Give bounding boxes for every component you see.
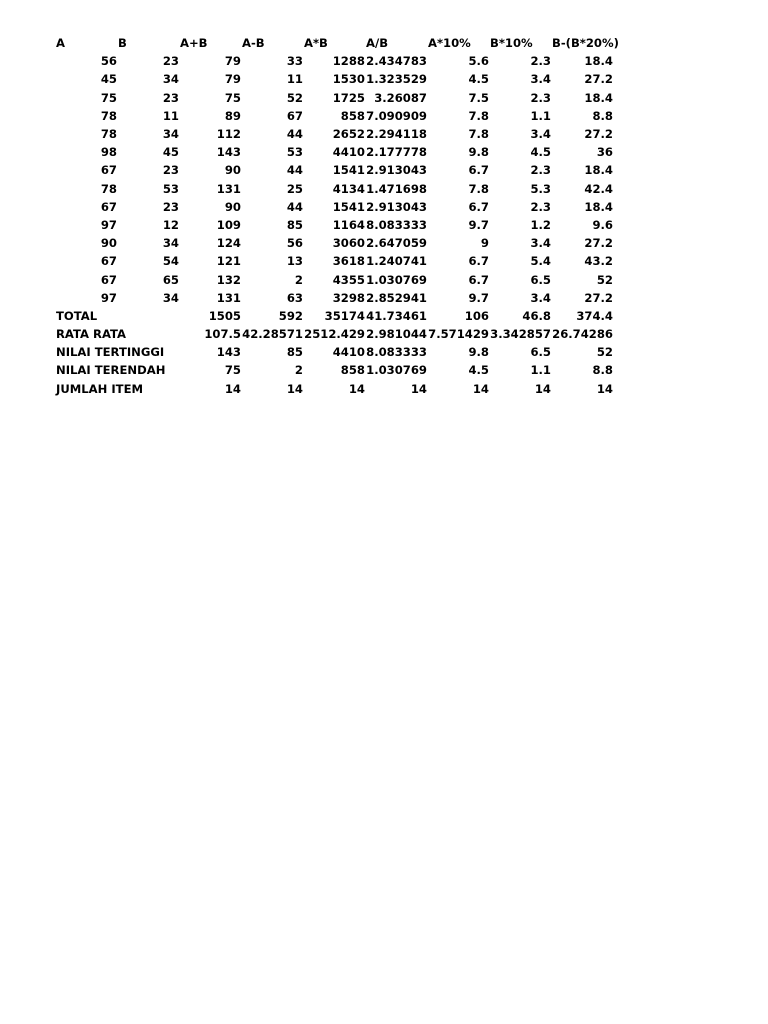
spreadsheet xyxy=(56,34,619,398)
cell: 23 xyxy=(162,163,179,178)
cell: 56 xyxy=(286,236,303,251)
summary-value: 1505 xyxy=(208,308,241,323)
cell: 132 xyxy=(216,272,241,287)
cell: 98 xyxy=(100,145,117,160)
column-header-a-minus-b: A-B xyxy=(242,36,265,51)
table-row xyxy=(56,252,614,270)
cell: 9.8 xyxy=(468,145,489,160)
table-row xyxy=(56,180,614,198)
cell: 1530 xyxy=(332,72,365,87)
cell: 1164 xyxy=(332,217,365,232)
table-row xyxy=(56,234,614,252)
summary-value: 14 xyxy=(596,381,613,396)
summary-value: 3.342857 xyxy=(490,327,551,342)
cell: 52 xyxy=(596,272,613,287)
cell: 3618 xyxy=(332,254,365,269)
cell: 121 xyxy=(216,254,241,269)
summary-value: 1.030769 xyxy=(366,363,427,378)
summary-value: 106 xyxy=(464,308,489,323)
cell: 25 xyxy=(286,181,303,196)
cell: 78 xyxy=(100,181,117,196)
cell: 2 xyxy=(294,272,303,287)
cell: 1725 xyxy=(332,90,365,105)
summary-label: JUMLAH ITEM xyxy=(56,381,144,396)
cell: 7.5 xyxy=(468,90,489,105)
summary-row xyxy=(56,361,614,379)
table-row xyxy=(56,289,614,307)
cell: 2652 xyxy=(332,127,365,142)
summary-row xyxy=(56,325,614,343)
summary-value: 143 xyxy=(216,345,241,360)
cell: 5.6 xyxy=(468,54,489,69)
cell: 109 xyxy=(216,217,241,232)
table-row xyxy=(56,143,614,161)
cell: 131 xyxy=(216,181,241,196)
cell: 79 xyxy=(224,54,241,69)
cell: 18.4 xyxy=(584,54,613,69)
cell: 27.2 xyxy=(584,127,613,142)
column-header-b-10pct: B*10% xyxy=(490,36,533,51)
summary-value: 2512.429 xyxy=(304,327,365,342)
cell: 5.4 xyxy=(530,254,551,269)
cell: 3.4 xyxy=(530,290,551,305)
cell: 97 xyxy=(100,217,117,232)
cell: 4410 xyxy=(332,145,365,160)
cell: 143 xyxy=(216,145,241,160)
cell: 67 xyxy=(100,163,117,178)
cell: 78 xyxy=(100,127,117,142)
column-header-b: B xyxy=(118,36,127,51)
table-body xyxy=(56,34,619,398)
cell: 9.7 xyxy=(468,217,489,232)
cell: 90 xyxy=(224,199,241,214)
cell: 6.7 xyxy=(468,272,489,287)
cell: 78 xyxy=(100,108,117,123)
column-header-a-times-b: A*B xyxy=(304,36,328,51)
cell: 44 xyxy=(286,163,303,178)
cell: 34 xyxy=(162,290,179,305)
summary-value: 374.4 xyxy=(576,308,613,323)
cell: 54 xyxy=(162,254,179,269)
cell: 89 xyxy=(224,108,241,123)
cell: 11 xyxy=(286,72,303,87)
cell: 75 xyxy=(100,90,117,105)
cell: 112 xyxy=(216,127,241,142)
summary-value: 4410 xyxy=(332,345,365,360)
summary-value: 107.5 xyxy=(204,327,241,342)
summary-value: 14 xyxy=(348,381,365,396)
cell: 7.8 xyxy=(468,181,489,196)
table-row xyxy=(56,216,614,234)
summary-value: 52 xyxy=(596,345,613,360)
cell: 45 xyxy=(162,145,179,160)
summary-label: NILAI TERENDAH xyxy=(56,363,166,378)
cell: 2.177778 xyxy=(366,145,427,160)
cell: 9.7 xyxy=(468,290,489,305)
summary-value: 8.8 xyxy=(592,363,613,378)
cell: 2.913043 xyxy=(366,163,427,178)
cell: 34 xyxy=(162,72,179,87)
cell: 2.3 xyxy=(530,54,551,69)
cell: 11 xyxy=(162,108,179,123)
cell: 2.3 xyxy=(530,90,551,105)
cell: 6.5 xyxy=(530,272,551,287)
summary-value: 9.8 xyxy=(468,345,489,360)
cell: 6.7 xyxy=(468,254,489,269)
cell: 65 xyxy=(162,272,179,287)
summary-value: 8.083333 xyxy=(366,345,427,360)
summary-value: 35174 xyxy=(324,308,365,323)
summary-value: 14 xyxy=(472,381,489,396)
cell: 3060 xyxy=(332,236,365,251)
cell: 4.5 xyxy=(468,72,489,87)
summary-value: 7.571429 xyxy=(428,327,489,342)
summary-value: 41.73461 xyxy=(366,308,427,323)
cell: 90 xyxy=(224,163,241,178)
table-row xyxy=(56,198,614,216)
cell: 56 xyxy=(100,54,117,69)
summary-label: RATA RATA xyxy=(56,327,126,342)
column-header-a-div-b: A/B xyxy=(366,36,389,51)
cell: 6.7 xyxy=(468,163,489,178)
cell: 1.1 xyxy=(530,108,551,123)
cell: 67 xyxy=(100,254,117,269)
summary-value: 4.5 xyxy=(468,363,489,378)
cell: 63 xyxy=(286,290,303,305)
summary-value: 1.1 xyxy=(530,363,551,378)
cell: 1.323529 xyxy=(366,72,427,87)
cell: 45 xyxy=(100,72,117,87)
cell: 4355 xyxy=(332,272,365,287)
cell: 3.26087 xyxy=(374,90,427,105)
cell: 8.083333 xyxy=(366,217,427,232)
cell: 2.434783 xyxy=(366,54,427,69)
cell: 18.4 xyxy=(584,199,613,214)
cell: 7.8 xyxy=(468,127,489,142)
cell: 1.471698 xyxy=(366,181,427,196)
summary-row xyxy=(56,343,614,361)
cell: 4.5 xyxy=(530,145,551,160)
cell: 2.647059 xyxy=(366,236,427,251)
data-table xyxy=(56,34,619,398)
cell: 13 xyxy=(286,254,303,269)
cell: 97 xyxy=(100,290,117,305)
cell: 18.4 xyxy=(584,90,613,105)
cell: 42.4 xyxy=(584,181,613,196)
table-row xyxy=(56,89,614,107)
cell: 3298 xyxy=(332,290,365,305)
summary-label: TOTAL xyxy=(56,308,98,323)
cell: 2.913043 xyxy=(366,199,427,214)
cell: 36 xyxy=(596,145,613,160)
cell: 858 xyxy=(340,108,365,123)
cell: 5.3 xyxy=(530,181,551,196)
summary-value: 14 xyxy=(534,381,551,396)
cell: 12 xyxy=(162,217,179,232)
summary-value: 2 xyxy=(294,363,303,378)
summary-value: 14 xyxy=(286,381,303,396)
cell: 53 xyxy=(162,181,179,196)
table-row xyxy=(56,125,614,143)
cell: 8.8 xyxy=(592,108,613,123)
summary-row xyxy=(56,307,614,325)
cell: 6.7 xyxy=(468,199,489,214)
cell: 9 xyxy=(480,236,489,251)
cell: 3.4 xyxy=(530,72,551,87)
cell: 23 xyxy=(162,199,179,214)
cell: 3.4 xyxy=(530,127,551,142)
cell: 43.2 xyxy=(584,254,613,269)
cell: 79 xyxy=(224,72,241,87)
table-row xyxy=(56,107,614,125)
cell: 67 xyxy=(100,199,117,214)
table-row xyxy=(56,52,614,70)
cell: 34 xyxy=(162,236,179,251)
cell: 33 xyxy=(286,54,303,69)
cell: 2.852941 xyxy=(366,290,427,305)
cell: 18.4 xyxy=(584,163,613,178)
cell: 2.294118 xyxy=(366,127,427,142)
cell: 1541 xyxy=(332,199,365,214)
summary-value: 6.5 xyxy=(530,345,551,360)
cell: 9.6 xyxy=(592,217,613,232)
cell: 27.2 xyxy=(584,290,613,305)
column-header-b-minus-20pct: B-(B*20%) xyxy=(552,36,619,51)
cell: 52 xyxy=(286,90,303,105)
cell: 23 xyxy=(162,54,179,69)
cell: 23 xyxy=(162,90,179,105)
table-row xyxy=(56,270,614,288)
summary-value: 858 xyxy=(340,363,365,378)
column-header-a-plus-b: A+B xyxy=(180,36,208,51)
cell: 67 xyxy=(100,272,117,287)
table-row xyxy=(56,70,614,88)
cell: 1.2 xyxy=(530,217,551,232)
cell: 90 xyxy=(100,236,117,251)
cell: 75 xyxy=(224,90,241,105)
cell: 3.4 xyxy=(530,236,551,251)
summary-value: 2.981044 xyxy=(366,327,427,342)
cell: 2.3 xyxy=(530,163,551,178)
cell: 44 xyxy=(286,127,303,142)
cell: 27.2 xyxy=(584,236,613,251)
summary-row xyxy=(56,380,614,398)
cell: 7.090909 xyxy=(366,108,427,123)
cell: 7.8 xyxy=(468,108,489,123)
summary-value: 42.28571 xyxy=(242,327,303,342)
summary-label: NILAI TERTINGGI xyxy=(56,345,165,360)
cell: 53 xyxy=(286,145,303,160)
summary-value: 14 xyxy=(224,381,241,396)
column-header-a-10pct: A*10% xyxy=(428,36,471,51)
summary-value: 85 xyxy=(286,345,303,360)
cell: 1541 xyxy=(332,163,365,178)
cell: 85 xyxy=(286,217,303,232)
cell: 131 xyxy=(216,290,241,305)
header-row xyxy=(56,34,614,52)
summary-value: 14 xyxy=(410,381,427,396)
cell: 44 xyxy=(286,199,303,214)
cell: 67 xyxy=(286,108,303,123)
cell: 34 xyxy=(162,127,179,142)
summary-value: 46.8 xyxy=(522,308,551,323)
summary-value: 26.74286 xyxy=(552,327,613,342)
cell: 4134 xyxy=(332,181,365,196)
column-header-a: A xyxy=(56,36,65,51)
table-row xyxy=(56,161,614,179)
cell: 1.030769 xyxy=(366,272,427,287)
summary-value: 592 xyxy=(278,308,303,323)
summary-value: 75 xyxy=(224,363,241,378)
cell: 124 xyxy=(216,236,241,251)
cell: 1.240741 xyxy=(366,254,427,269)
cell: 2.3 xyxy=(530,199,551,214)
cell: 27.2 xyxy=(584,72,613,87)
cell: 1288 xyxy=(332,54,365,69)
